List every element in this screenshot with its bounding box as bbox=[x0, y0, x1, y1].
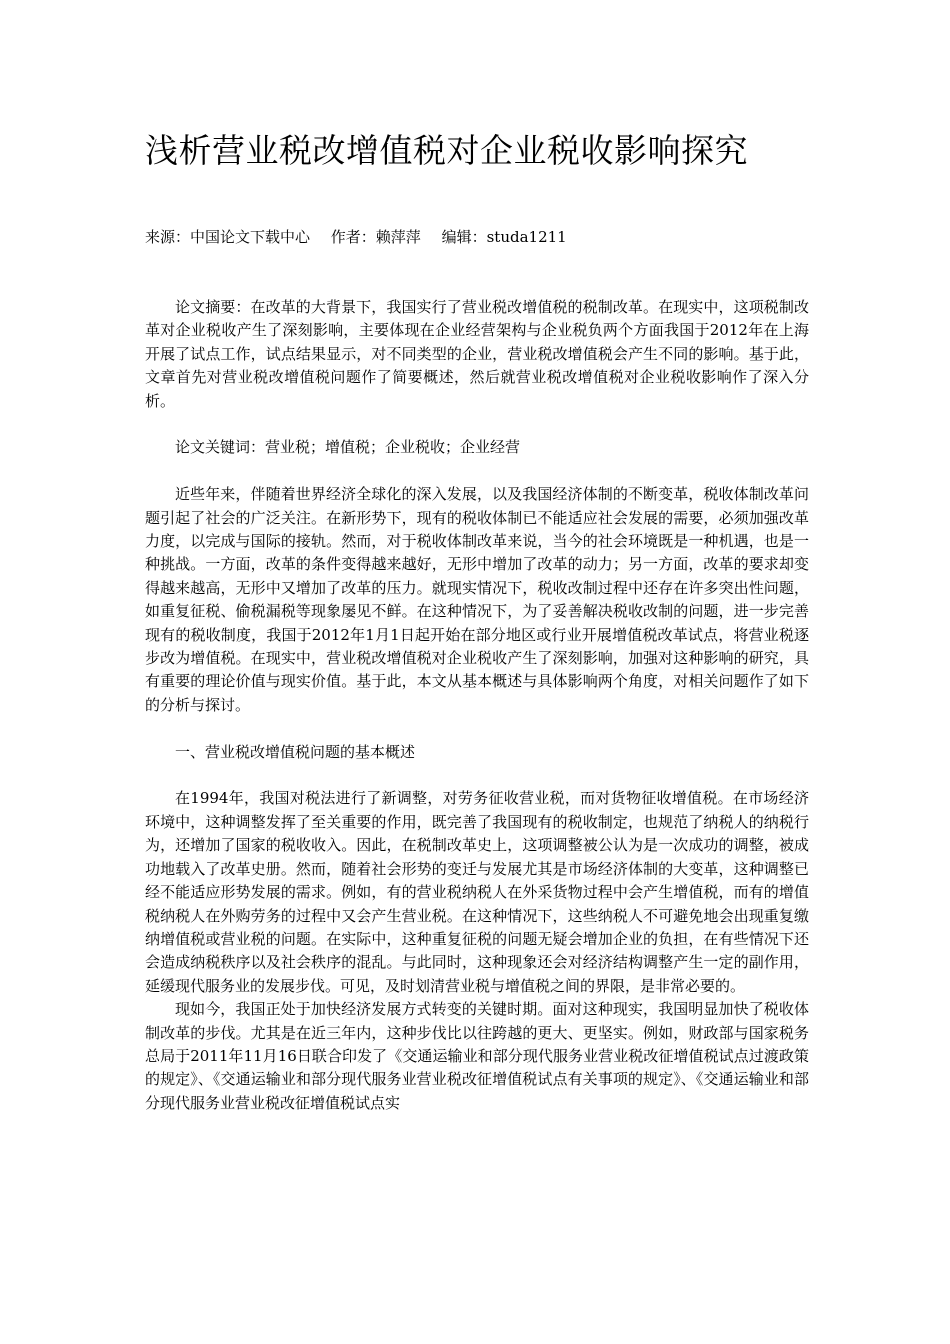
intro-paragraph: 近些年来，伴随着世界经济全球化的深入发展，以及我国经济体制的不断变革，税收体制改革问题引起了社会的广泛关注。在新形势下，现有的税收体制已不能适应社会发展的需要，必须加强改革力度，以完成与国际的接轨。然而，对于税收体制改革来说，当今的社会环境既是一种机遇，也是一种挑战。一方面，改革的条件变得越来越好，无形中增加了改革的动力；另一方面，改革的要求却变得越来越高，无形中又增加了改革的压力。就现实情况下，税收改制过程中还存在许多突出性问题，如重复征税、偷税漏税等现象屡见不鲜。在这种情况下，为了妥善解决税收改制的问题，进一步完善现有的税收制度，我国于2012年1月1日起开始在部分地区或行业开展增值税改革试点，将营业税逐步改为增值税。在现实中，营业税改增值税对企业税收产生了深刻影响，加强对这种影响的研究，具有重要的理论价值与现实价值。基于此，本文从基本概述与具体影响两个角度，对相关问题作了如下的分析与探讨。 bbox=[145, 485, 809, 714]
abstract-paragraph: 论文摘要：在改革的大背景下，我国实行了营业税改增值税的税制改革。在现实中，这项税制改革对企业税收产生了深刻影响，主要体现在企业经营架构与企业税负两个方面我国于2012年在上海开展了试点工作，试点结果显示，对不同类型的企业，营业税改增值税会产生不同的影响。基于此，文章首先对营业税改增值税问题作了简要概述，然后就营业税改增值税对企业税收影响作了深入分析。 bbox=[145, 298, 809, 410]
document-title: 浅析营业税改增值税对企业税收影响探究 bbox=[145, 131, 748, 170]
section-heading: 一、营业税改增值税问题的基本概述 bbox=[175, 742, 416, 761]
body-paragraph: 在1994年，我国对税法进行了新调整，对劳务征收营业税，而对货物征收增值税。在市场经济环境中，这种调整发挥了至关重要的作用，既完善了我国现有的税收制定，也规范了纳税人的纳税行为，还增加了国家的税收收入。因此，在税制改革史上，这项调整被公认为是一次成功的调整，被成功地载入了改革史册。然而，随着社会形势的变迁与发展尤其是市场经济体制的大变革，这种调整已经不能适应形势发展的需求。例如，有的营业税纳税人在外采货物过程中会产生增值税，而有的增值税纳税人在外购劳务的过程中又会产生营业税。在这种情况下，这些纳税人不可避免地会出现重复缴纳增值税或营业税的问题。在实际中，这种重复征税的问题无疑会增加企业的负担，在有些情况下还会造成纳税秩序以及社会秩序的混乱。与此同时，这种现象还会对经济结构调整产生一定的副作用，延缓现代服务业的发展步伐。可见，及时划清营业税与增值税之间的界限，是非常必要的。 bbox=[145, 789, 809, 995]
document-body bbox=[145, 296, 809, 1115]
meta-source: 来源：中国论文下载中心 bbox=[145, 228, 311, 246]
document-meta bbox=[145, 226, 583, 248]
meta-author: 作者：赖萍萍 bbox=[330, 228, 421, 246]
body-paragraph: 现如今，我国正处于加快经济发展方式转变的关键时期。面对这种现实，我国明显加快了税收体制改革的步伐。尤其是在近三年内，这种步伐比以往跨越的更大、更坚实。例如，财政部与国家税务总局于2011年11月16日联合印发了《交通运输业和部分现代服务业营业税改征增值税试点过渡政策的规定》、《交通运输业和部分现代服务业营业税改征增值税试点有关事项的规定》、《交通运输业和部分现代服务业营业税改征增值税试点实 bbox=[145, 1000, 809, 1112]
document-page bbox=[145, 0, 809, 1344]
keywords-paragraph: 论文关键词：营业税；增值税；企业税收；企业经营 bbox=[175, 438, 521, 457]
meta-editor: 编辑：studa1211 bbox=[441, 228, 567, 246]
